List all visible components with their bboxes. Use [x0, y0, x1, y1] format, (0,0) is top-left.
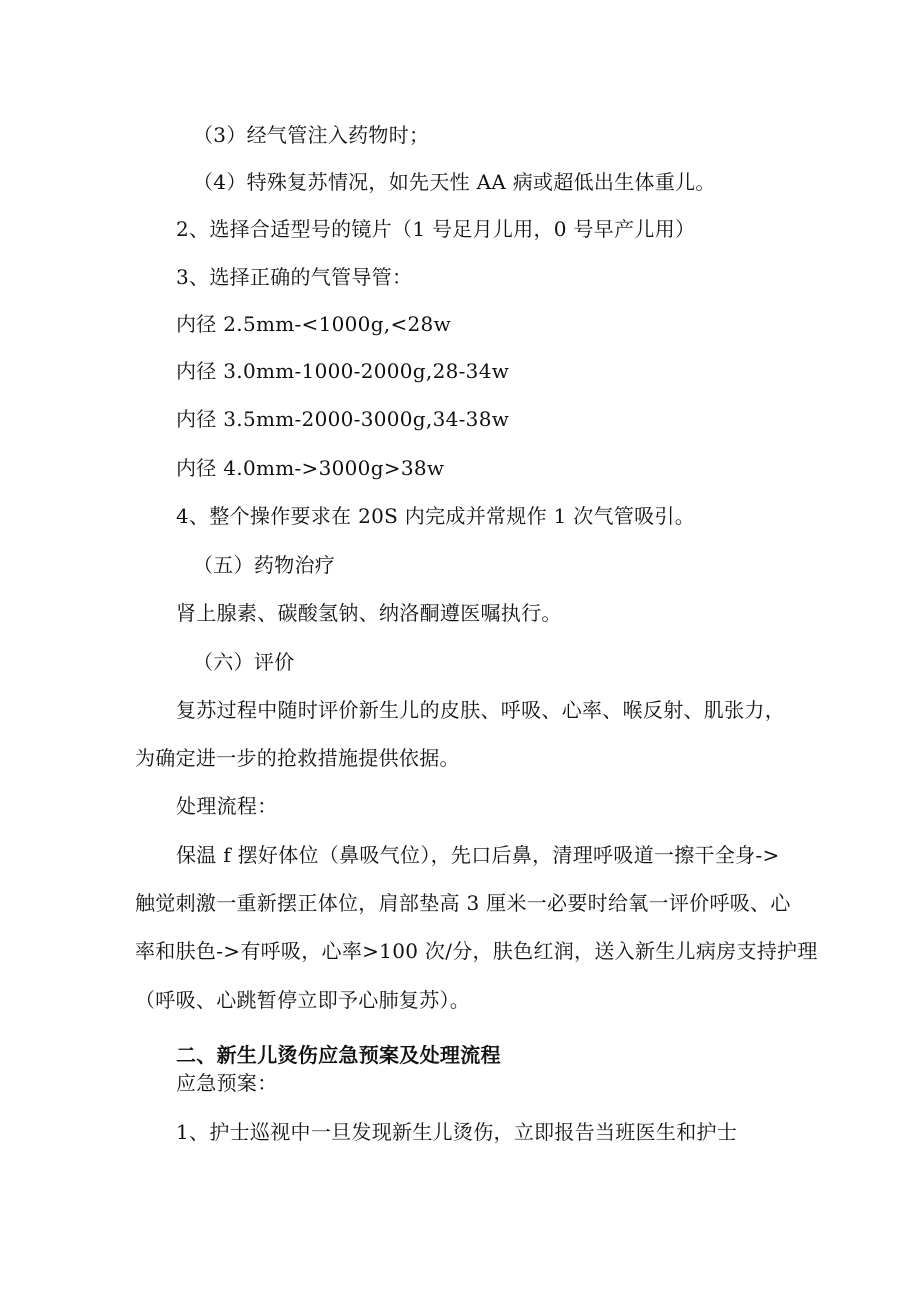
text-line: 内径 4.0mm->3000g>38w [176, 456, 445, 480]
text-line: （呼吸、心跳暂停立即予心肺复苏）。 [135, 988, 471, 1012]
text-line: 内径 2.5mm-<1000g,<28w [176, 312, 451, 336]
text-line: （3）经气管注入药物时； [193, 123, 430, 147]
text-line: 4、整个操作要求在 20S 内完成并常规作 1 次气管吸引。 [176, 504, 696, 528]
text-line: 触觉刺激一重新摆正体位，肩部垫高 3 厘米一必要时给氧一评价呼吸、心 [135, 891, 791, 915]
text-line: 肾上腺素、碳酸氢钠、纳洛酮遵医嘱执行。 [176, 601, 562, 625]
text-line: 应急预案： [176, 1071, 278, 1095]
text-line: （4）特殊复苏情况，如先天性 AA 病或超低出生体重儿。 [193, 170, 716, 194]
text-line: 3、选择正确的气管导管： [176, 265, 413, 289]
section-heading: （六）评价 [193, 650, 295, 674]
text-line: 为确定进一步的抢救措施提供依据。 [135, 746, 460, 770]
section-heading: （五）药物治疗 [193, 553, 336, 577]
text-line: 内径 3.0mm-1000-2000g,28-34w [176, 359, 510, 383]
text-line: 2、选择合适型号的镜片（1 号足月儿用，0 号早产儿用） [176, 217, 696, 241]
text-line: 处理流程： [176, 794, 278, 818]
text-line: 内径 3.5mm-2000-3000g,34-38w [176, 407, 510, 431]
text-line: 1、护士巡视中一旦发现新生儿烫伤，立即报告当班医生和护士 [176, 1120, 738, 1144]
chapter-heading: 二、新生儿烫伤应急预案及处理流程 [176, 1043, 501, 1067]
text-line: 复苏过程中随时评价新生儿的皮肤、呼吸、心率、喉反射、肌张力， [176, 698, 785, 722]
text-line: 率和肤色->有呼吸，心率>100 次/分，肤色红润，送入新生儿病房支持护理 [135, 939, 818, 963]
text-line: 保温 f 摆好体位（鼻吸气位），先口后鼻，清理呼吸道一擦干全身-> [176, 843, 780, 867]
